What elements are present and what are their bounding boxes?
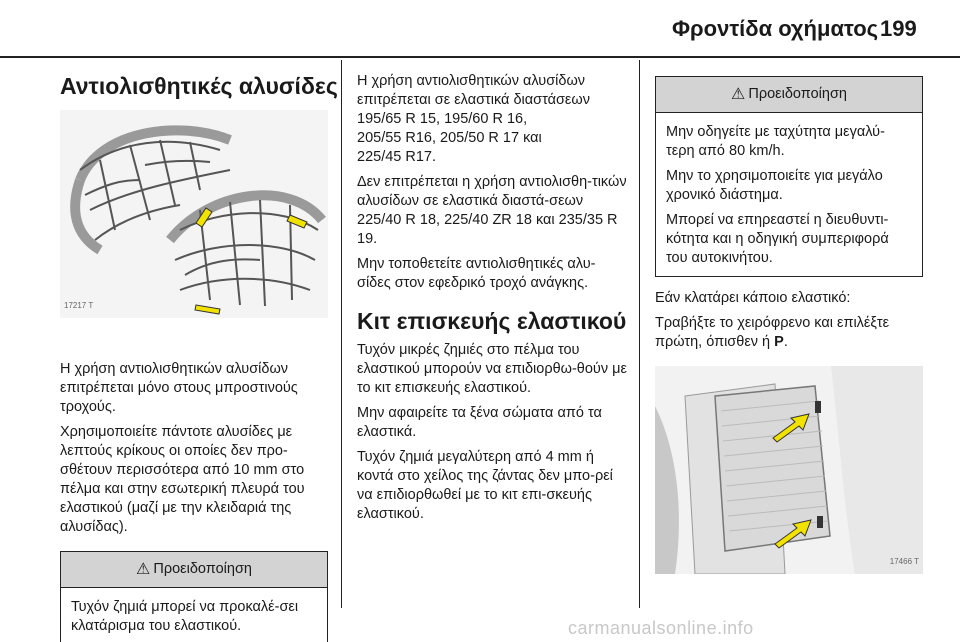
text-line: 195/65 R 15, 195/60 R 16, [357, 111, 528, 127]
header-title: Φροντίδα οχήματος [672, 16, 879, 41]
paragraph [655, 314, 923, 352]
gear-p-label: P [774, 334, 784, 350]
column-divider [341, 60, 342, 608]
watermark: carmanualsonline.info [568, 618, 754, 638]
tyre-sizes-paragraph [357, 72, 627, 167]
column-1 [60, 72, 338, 642]
page-header [0, 0, 960, 56]
warning-box [655, 76, 923, 277]
column-divider [639, 60, 640, 608]
warning-box [60, 551, 328, 642]
floor-compartment-figure [655, 366, 923, 574]
warning-title: Προειδοποίηση [748, 86, 847, 102]
warning-header [656, 77, 922, 113]
text-line: 225/45 R17. [357, 149, 437, 165]
section-heading-tyre-repair-kit: Κιτ επισκευής ελαστικού [357, 308, 627, 334]
paragraph: Τυχόν ζημιά μεγαλύτερη από 4 mm ή κοντά στο χείλος της ζάντας δεν μπο-ρεί να επιδιορθωθεί με το κιτ επι-σκευής ελαστικού. [357, 449, 613, 522]
figure-code: 17217 T [64, 301, 94, 310]
paragraph: Τυχόν μικρές ζημιές στο πέλμα του ελαστικού μπορούν να επιδιορθω-θούν με το κιτ επισκευής ελαστικού. [357, 342, 627, 396]
warning-text: Τυχόν ζημιά μπορεί να προκαλέ-σει κλατάρισμα του ελαστικού. [71, 599, 299, 634]
text-run: . [783, 334, 788, 350]
warning-body [656, 113, 922, 276]
text-line: Η χρήση αντιολισθητικών αλυσίδων [357, 73, 586, 89]
snow-chains-illustration [60, 110, 328, 318]
header-rule [0, 56, 960, 58]
paragraph: Δεν επιτρέπεται η χρήση αντιολισθη-τικών αλυσίδων σε ελαστικά διαστά-σεων 225/40 R 18, 225/40 ZR 18 και 235/35 R 19. [357, 174, 627, 247]
figure-code: 17466 T [889, 557, 919, 566]
warning-header [61, 552, 327, 588]
warning-triangle-icon: ⚠ [136, 561, 151, 578]
warning-title: Προειδοποίηση [153, 561, 252, 577]
paragraph: Μην τοποθετείτε αντιολισθητικές αλυ-σίδες στον εφεδρικό τροχό ανάγκης. [357, 256, 596, 291]
paragraph: Η χρήση αντιολισθητικών αλυσίδων επιτρέπεται μόνο στους μπροστινούς τροχούς. [60, 361, 298, 415]
text-run: Τραβήξτε το χειρόφρενο και επιλέξτε πρώτη, όπισθεν ή [655, 315, 890, 350]
paragraph: Μην αφαιρείτε τα ξένα σώματα από τα ελαστικά. [357, 405, 602, 440]
floor-compartment-illustration [655, 366, 923, 574]
warning-triangle-icon: ⚠ [731, 86, 746, 103]
warning-text: Μπορεί να επηρεαστεί η διευθυντι-κότητα και η οδηγική συμπεριφορά του αυτοκινήτου. [666, 212, 889, 266]
section-heading-snow-chains: Αντιολισθητικές αλυσίδες [60, 73, 338, 99]
text-line: 205/55 R16, 205/50 R 17 και [357, 130, 542, 146]
paragraph: Εάν κλατάρει κάποιο ελαστικό: [655, 290, 851, 306]
warning-text: Μην το χρησιμοποιείτε για μεγάλο χρονικό διάστημα. [666, 168, 883, 203]
column-3 [655, 72, 923, 574]
warning-text: Μην οδηγείτε με ταχύτητα μεγαλύ-τερη από 80 km/h. [666, 124, 885, 159]
text-line: επιτρέπεται σε ελαστικά διαστάσεων [357, 92, 590, 108]
paragraph: Χρησιμοποιείτε πάντοτε αλυσίδες με λεπτούς κρίκους οι οποίες δεν προ-σθέτουν περισσότερα από 10 mm στο πέλμα και στην εσωτερική πλευρά του ελαστικού (μαζί με την κλειδαριά της αλυσίδας). [60, 424, 305, 535]
warning-body [61, 588, 327, 642]
column-2 [357, 72, 627, 530]
snow-chains-figure [60, 110, 328, 318]
page-number: 199 [880, 16, 917, 41]
